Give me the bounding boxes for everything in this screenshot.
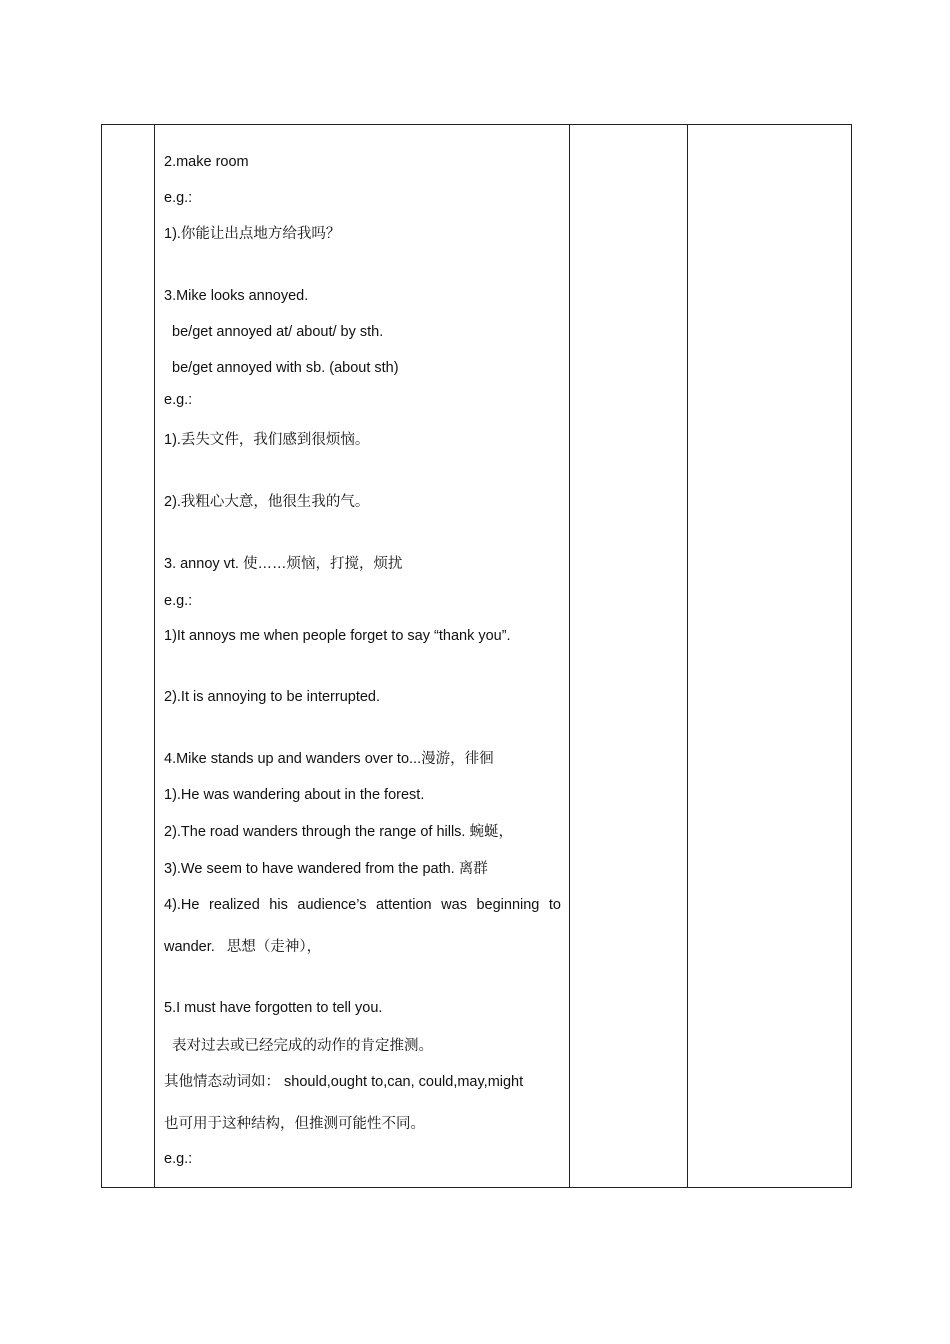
blank-cell-right [688,125,852,1188]
text-line: e.g.: [164,392,193,408]
blank-cell-middle [570,125,688,1188]
text-line: be/get annoyed with sb. (about sth) [164,360,399,376]
notes-cell [155,125,570,1188]
text-line: e.g.: [164,1151,193,1167]
text-line: 其他情态动词如： should,ought to,can, could,may,might [164,1074,524,1090]
text-line: be/get annoyed at/ about/ by sth. [164,324,384,340]
text-line: 表对过去或已经完成的动作的肯定推测。 [164,1038,434,1054]
text-line: 4).He realized his audience’s attention was beginning to [164,897,561,913]
text-line: 1).He was wandering about in the forest. [164,787,425,803]
text-line: 3).We seem to have wandered from the path. 离群 [164,861,488,877]
text-line: 3. annoy vt. 使……烦恼，打搅，烦扰 [164,556,403,572]
table-row [102,125,852,1188]
text-line: 1).你能让出点地方给我吗？ [164,226,341,242]
lesson-table [101,124,852,1188]
text-line: 3.Mike looks annoyed. [164,288,309,304]
text-line: 2.make room [164,154,249,170]
text-line: 也可用于这种结构，但推测可能性不同。 [164,1116,425,1132]
text-line: wander. 思想（走神）， [164,939,322,955]
text-line: 1)It annoys me when people forget to say “thank you”. [164,628,511,644]
text-line: 2).It is annoying to be interrupted. [164,689,381,705]
text-line: 4.Mike stands up and wanders over to...漫游，徘徊 [164,751,494,767]
text-line: 2).The road wanders through the range of hills. 蜿蜒， [164,824,513,840]
text-line: 5.I must have forgotten to tell you. [164,1000,383,1016]
text-line: 1).丢失文件，我们感到很烦恼。 [164,432,370,448]
text-line: e.g.: [164,593,193,609]
text-line: 2).我粗心大意，他很生我的气。 [164,494,370,510]
blank-cell-left [102,125,155,1188]
notes-content [155,125,569,1187]
text-line: e.g.: [164,190,193,206]
